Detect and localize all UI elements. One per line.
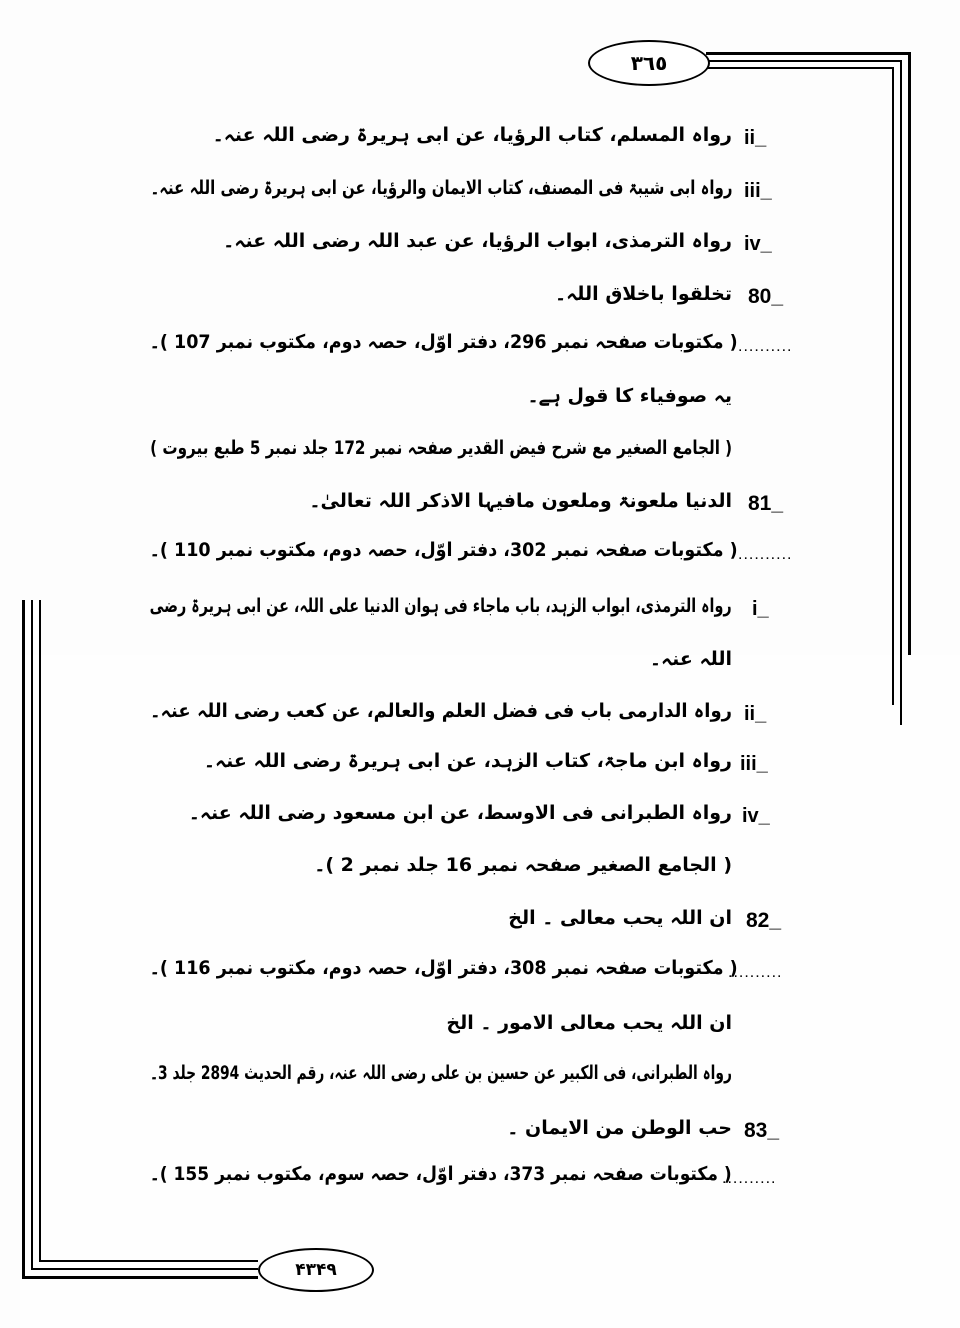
line-6-text: یہ صوفیاء کا قول ہے۔ bbox=[527, 385, 732, 407]
right-stub-1 bbox=[900, 655, 902, 725]
line-10-marker: i_ bbox=[752, 598, 769, 620]
bottom-frame-line-1 bbox=[22, 1276, 258, 1279]
left-frame-line-1 bbox=[22, 600, 25, 1278]
top-frame-line-1 bbox=[706, 52, 910, 55]
line-12-text: رواہ الدارمی باب فی فضل العلم والعالم، عن کعب رضی اللہ عنہ۔ bbox=[150, 700, 732, 722]
line-9-text: ( مکتوبات صفحہ نمبر 302، دفتر اوّل، حصہ دوم، مکتوب نمبر 110 )۔ bbox=[150, 539, 738, 561]
right-stub-2 bbox=[892, 655, 894, 705]
line-14-marker: iv_ bbox=[742, 805, 770, 827]
bottom-frame-line-3 bbox=[39, 1260, 258, 1262]
line-2-marker: iii_ bbox=[744, 180, 772, 202]
line-21-text: ( مکتوبات صفحہ نمبر 373، دفتر اوّل، حصہ سوم، مکتوب نمبر 155 )۔ bbox=[150, 1163, 732, 1185]
line-17-dots: .......... bbox=[728, 964, 783, 981]
line-20-marker: 83_ bbox=[744, 1119, 780, 1142]
top-frame-line-3 bbox=[706, 67, 894, 69]
left-frame-line-3 bbox=[39, 600, 41, 1262]
right-frame-line-3 bbox=[892, 67, 894, 655]
line-10-text: رواہ الترمذی، ابواب الزہد، باب ماجاء فی ہوان الدنیا علی اللہ، عن ابی ہریرۃ رضی bbox=[150, 595, 732, 617]
line-13-text: رواہ ابن ماجۃ، کتاب الزہد، عن ابی ہریرۃ رضی اللہ عنہ۔ bbox=[203, 750, 732, 772]
line-2-text: رواہ ابی شیبۃ فی المصنف، کتاب الایمان والرؤیا، عن ابی ہریرۃ رضی اللہ عنہ۔ bbox=[150, 177, 732, 199]
line-4-text: تخلقوا باخلاق اللہ۔ bbox=[555, 283, 732, 305]
line-4-marker: 80_ bbox=[748, 285, 784, 308]
line-13-marker: iii_ bbox=[740, 753, 768, 775]
bottom-page-number: ۴۳۴۹ bbox=[258, 1248, 374, 1292]
line-16-marker: 82_ bbox=[746, 909, 782, 932]
line-16-text: ان اللہ یحب معالی ۔ الخ bbox=[508, 907, 732, 929]
line-21-dots: .......... bbox=[722, 1170, 777, 1187]
line-1-text: رواہ المسلم، کتاب الرؤیا، عن ابی ہریرۃ رضی اللہ عنہ۔ bbox=[212, 124, 732, 146]
line-8-marker: 81_ bbox=[748, 492, 784, 515]
line-8-text: الدنیا ملعونۃ وملعون مافیہا الاذکر اللہ تعالیٰ۔ bbox=[309, 490, 732, 512]
bottom-frame-line-2 bbox=[31, 1268, 258, 1270]
top-frame-line-2 bbox=[706, 60, 902, 62]
line-20-text: حب الوطن من الایمان ۔ bbox=[507, 1117, 732, 1139]
line-1-marker: ii_ bbox=[744, 127, 767, 149]
right-frame-line-2 bbox=[900, 60, 902, 655]
line-15-text: ( الجامع الصغیر صفحہ نمبر 16 جلد نمبر 2 )۔ bbox=[314, 854, 732, 876]
line-5-text: ( مکتوبات صفحہ نمبر 296، دفتر اوّل، حصہ دوم، مکتوب نمبر 107 )۔ bbox=[150, 331, 738, 353]
line-3-marker: iv_ bbox=[744, 233, 772, 255]
line-9-dots: .......... bbox=[738, 546, 793, 563]
line-14-text: رواہ الطبرانی فی الاوسط، عن ابن مسعود رضی اللہ عنہ۔ bbox=[188, 802, 732, 824]
line-3-text: رواہ الترمذی، ابواب الرؤیا، عن عبد اللہ رضی اللہ عنہ۔ bbox=[223, 230, 732, 252]
line-18-text: ان اللہ یحب معالی الامور ۔ الخ bbox=[446, 1012, 732, 1034]
line-7-text: ( الجامع الصغیر مع شرح فیض القدیر صفحہ نمبر 172 جلد نمبر 5 طبع بیروت ) bbox=[150, 437, 732, 459]
right-frame-line-1 bbox=[908, 52, 911, 655]
left-frame-line-2 bbox=[31, 600, 33, 1270]
line-17-text: ( مکتوبات صفحہ نمبر 308، دفتر اوّل، حصہ دوم، مکتوب نمبر 116 )۔ bbox=[150, 957, 738, 979]
top-page-number: ٣٦٥ bbox=[588, 40, 710, 86]
line-5-dots: .......... bbox=[738, 338, 793, 355]
line-11-text: اللہ عنہ۔ bbox=[649, 648, 732, 670]
line-19-text: رواہ الطبرانی، فی الکبیر عن حسین بن علی رضی اللہ عنہ، رقم الحدیث 2894 جلد 3۔ bbox=[150, 1062, 732, 1084]
line-12-marker: ii_ bbox=[744, 703, 767, 725]
